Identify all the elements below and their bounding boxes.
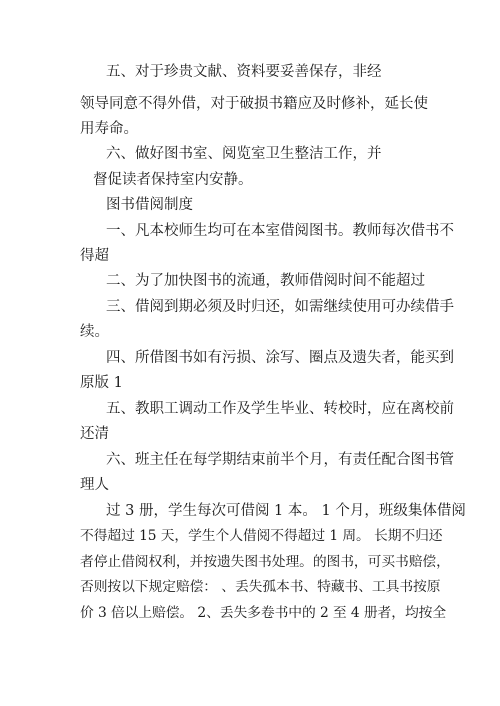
text-line-17: 理人	[80, 477, 109, 493]
section-heading: 图书借阅制度	[106, 197, 193, 213]
text-line-16: 六、班主任在每学期结束前半个月，有责任配合图书管	[106, 452, 454, 468]
text-line-8: 得超	[80, 248, 109, 264]
text-line-13: 原版 1	[80, 375, 123, 391]
text-line-5: 督促读者保持室内安静。	[93, 172, 253, 188]
text-line-9: 二、为了加快图书的流通，教师借阅时间不能超过	[106, 273, 425, 289]
text-line-14: 五、教职工调动工作及学生毕业、转校时，应在离校前	[106, 401, 454, 417]
text-line-4: 六、做好图书室、阅览室卫生整洁工作，并	[106, 146, 382, 162]
text-line-18: 过 3 册，学生每次可借阅 1 本。 1 个月，班级集体借阅	[106, 503, 466, 519]
text-line-21: 否则按以下规定赔偿： 、丢失孤本书、特藏书、工具书按原	[80, 579, 441, 595]
text-line-11: 续。	[80, 324, 109, 340]
text-line-7: 一、凡本校师生均可在本室借阅图书。教师每次借书不	[106, 223, 454, 239]
text-line-19: 不得超过 15 天，学生个人借阅不得超过 1 周。 长期不归还	[80, 528, 443, 544]
text-line-2: 领导同意不得外借，对于破损书籍应及时修补，延长使	[80, 96, 428, 112]
text-line-20: 者停止借阅权利，并按遗失图书处理。的图书，可买书赔偿，	[80, 554, 450, 570]
text-line-22: 价 3 倍以上赔偿。 2、丢失多卷书中的 2 至 4 册者，均按全	[80, 605, 447, 621]
text-line-3: 用寿命。	[80, 121, 138, 137]
text-line-1: 五、对于珍贵文献、资料要妥善保存，非经	[106, 64, 382, 80]
text-line-10: 三、借阅到期必须及时归还，如需继续使用可办续借手	[106, 299, 454, 315]
text-line-12: 四、所借图书如有污损、涂写、圈点及遗失者，能买到	[106, 350, 454, 366]
text-line-15: 还清	[80, 426, 109, 442]
